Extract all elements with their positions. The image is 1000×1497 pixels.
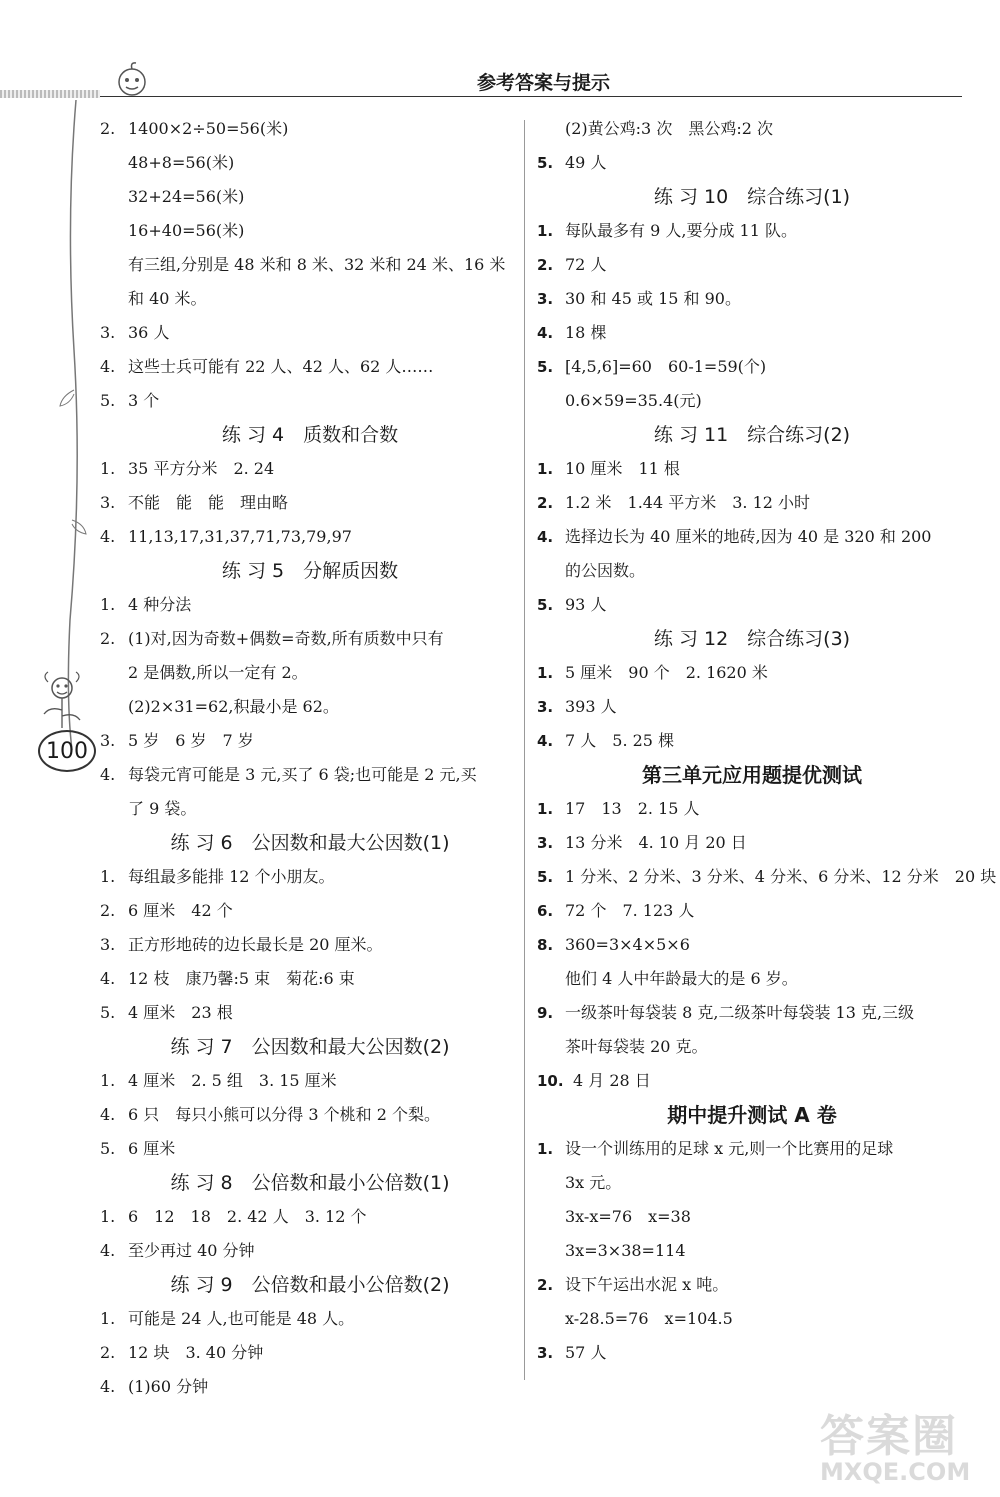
answer-text: [4,5,6]=60 60-1=59(个): [565, 357, 767, 376]
item-number: 4.: [100, 1241, 116, 1260]
answer-text: 1400×2÷50=56(米): [128, 119, 289, 138]
answer-item: [537, 350, 967, 384]
answer-item: [100, 1132, 520, 1166]
answer-text: 1.2 米 1.44 平方米 3. 12 小时: [565, 493, 811, 512]
answer-text: 有三组,分别是 48 米和 8 米、32 米和 24 米、16 米: [128, 255, 506, 274]
answer-text: 32+24=56(米): [128, 187, 245, 206]
answer-item: [537, 1268, 967, 1302]
item-number: 1.: [537, 222, 554, 240]
answer-text: (2)黄公鸡:3 次 黑公鸡:2 次: [565, 119, 773, 138]
answer-item: [100, 486, 520, 520]
answer-text: 可能是 24 人,也可能是 48 人。: [128, 1309, 355, 1328]
answer-text: 的公因数。: [565, 561, 646, 580]
answer-item: [537, 690, 967, 724]
answer-text: 3x=3×38=114: [565, 1241, 686, 1260]
answer-text: 每袋元宵可能是 3 元,买了 6 袋;也可能是 2 元,买: [128, 765, 477, 784]
watermark-logo: 答案圈: [820, 1411, 958, 1462]
answer-item: [537, 248, 967, 282]
item-number: 2.: [537, 256, 554, 274]
answer-item: [537, 894, 967, 928]
item-number: 2.: [100, 1343, 116, 1362]
answer-text: 13 分米 4. 10 月 20 日: [565, 833, 747, 852]
answer-text: (1)对,因为奇数+偶数=奇数,所有质数中只有: [128, 629, 444, 648]
section-heading: 练 习 6 公因数和最大公因数(1): [170, 832, 450, 854]
answer-continuation: [537, 1234, 967, 1268]
answer-text: 18 棵: [565, 323, 607, 342]
answer-item: [537, 1336, 967, 1370]
item-number: 1.: [100, 595, 116, 614]
answer-item: [100, 112, 520, 146]
answer-text: 12 块 3. 40 分钟: [128, 1343, 264, 1362]
answer-text: 49 人: [565, 153, 607, 172]
item-number: 3.: [100, 731, 116, 750]
answer-text: 设一个训练用的足球 x 元,则一个比赛用的足球: [565, 1139, 894, 1158]
section-heading: 第三单元应用题提优测试: [642, 763, 862, 787]
answer-text: 不能 能 能 理由略: [128, 493, 289, 512]
answer-continuation: [100, 282, 520, 316]
item-number: 1.: [537, 800, 554, 818]
answer-continuation: [537, 1200, 967, 1234]
answer-item: [100, 588, 520, 622]
answer-item: [537, 1064, 967, 1098]
answer-item: [100, 1234, 520, 1268]
answer-item: [100, 724, 520, 758]
page-header: [0, 60, 1000, 105]
answer-text: 至少再过 40 分钟: [128, 1241, 255, 1260]
item-number: 3.: [537, 698, 554, 716]
answer-item: [100, 928, 520, 962]
answer-text: 5 岁 6 岁 7 岁: [128, 731, 254, 750]
answer-text: 6 厘米 42 个: [128, 901, 233, 920]
answer-item: [537, 826, 967, 860]
answer-text: 5 厘米 90 个 2. 1620 米: [565, 663, 768, 682]
item-number: 5.: [537, 154, 554, 172]
answer-item: [100, 860, 520, 894]
answer-item: [100, 1302, 520, 1336]
answer-text: 16+40=56(米): [128, 221, 245, 240]
answer-text: 每队最多有 9 人,要分成 11 队。: [565, 221, 797, 240]
section-heading: 练 习 9 公倍数和最小公倍数(2): [170, 1274, 450, 1296]
answer-item: [537, 656, 967, 690]
answer-continuation: [537, 112, 967, 146]
item-number: 5.: [100, 391, 116, 410]
answer-text: 0.6×59=35.4(元): [565, 391, 702, 410]
answer-text: 选择边长为 40 厘米的地砖,因为 40 是 320 和 200: [565, 527, 932, 546]
item-number: 5.: [537, 868, 554, 886]
item-number: 3.: [537, 290, 554, 308]
answer-item: [537, 928, 967, 962]
header-decoration: [0, 90, 100, 98]
item-number: 4.: [537, 528, 554, 546]
answer-item: [537, 316, 967, 350]
watermark-url: MXQE.COM: [820, 1458, 971, 1486]
item-number: 4.: [537, 324, 554, 342]
answer-item: [100, 520, 520, 554]
vine-decoration-icon: [58, 100, 88, 750]
answer-text: 35 平方分米 2. 24: [128, 459, 275, 478]
answer-item: [537, 792, 967, 826]
answer-text: 17 13 2. 15 人: [565, 799, 700, 818]
answer-text: 393 人: [565, 697, 617, 716]
answer-text: 4 月 28 日: [573, 1071, 651, 1090]
item-number: 4.: [100, 1377, 116, 1396]
watermark: [820, 1400, 990, 1495]
answer-item: [100, 1064, 520, 1098]
answer-text: 3 个: [128, 391, 160, 410]
item-number: 4.: [100, 527, 116, 546]
answer-item: [100, 894, 520, 928]
item-number: 5.: [537, 596, 554, 614]
answer-item: [100, 316, 520, 350]
item-number: 1.: [100, 1309, 116, 1328]
answer-text: 一级茶叶每袋装 8 克,二级茶叶每袋装 13 克,三级: [565, 1003, 915, 1022]
answer-text: 36 人: [128, 323, 170, 342]
item-number: 2.: [100, 901, 116, 920]
item-number: 1.: [100, 1071, 116, 1090]
answer-item: [537, 146, 967, 180]
answer-item: [537, 588, 967, 622]
answer-text: 11,13,17,31,37,71,73,79,97: [128, 527, 352, 546]
answer-item: [100, 996, 520, 1030]
answer-text: (2)2×31=62,积最小是 62。: [128, 697, 339, 716]
answer-item: [100, 1336, 520, 1370]
answer-item: [537, 724, 967, 758]
item-number: 1.: [100, 459, 116, 478]
item-number: 1.: [100, 1207, 116, 1226]
item-number: 3.: [100, 323, 116, 342]
answer-item: [100, 758, 520, 792]
item-number: 1.: [537, 1140, 554, 1158]
answer-item: [100, 384, 520, 418]
answer-continuation: [100, 656, 520, 690]
answer-item: [100, 622, 520, 656]
item-number: 5.: [537, 358, 554, 376]
answer-item: [537, 520, 967, 554]
item-number: 3.: [537, 1344, 554, 1362]
answer-continuation: [537, 1166, 967, 1200]
section-heading: 练 习 5 分解质因数: [221, 560, 399, 582]
answer-item: [537, 486, 967, 520]
answer-text: 6 只 每只小熊可以分得 3 个桃和 2 个梨。: [128, 1105, 440, 1124]
answer-text: 12 枝 康乃馨:5 束 菊花:6 束: [128, 969, 355, 988]
item-number: 4.: [100, 357, 116, 376]
item-number: 2.: [537, 494, 554, 512]
answer-continuation: [537, 384, 967, 418]
answer-text: 72 人: [565, 255, 607, 274]
section-heading: 练 习 4 质数和合数: [221, 424, 399, 446]
item-number: 5.: [100, 1139, 116, 1158]
item-number: 4.: [537, 732, 554, 750]
answer-text: 6 厘米: [128, 1139, 176, 1158]
answer-text: 7 人 5. 25 棵: [565, 731, 675, 750]
answer-text: 3x 元。: [565, 1173, 622, 1192]
answer-text: 360=3×4×5×6: [565, 935, 690, 954]
item-number: 4.: [100, 1105, 116, 1124]
answer-item: [100, 1098, 520, 1132]
answer-text: 6 12 18 2. 42 人 3. 12 个: [128, 1207, 367, 1226]
answer-text: 正方形地砖的边长最长是 20 厘米。: [128, 935, 383, 954]
item-number: 4.: [100, 765, 116, 784]
page-title: 参考答案与提示: [476, 72, 610, 94]
answer-text: 和 40 米。: [128, 289, 207, 308]
item-number: 2.: [537, 1276, 554, 1294]
answer-item: [537, 860, 997, 894]
section-heading: 期中提升测试 A 卷: [667, 1103, 837, 1127]
answer-text: 他们 4 人中年龄最大的是 6 岁。: [565, 969, 798, 988]
answer-item: [100, 1200, 520, 1234]
item-number: 2.: [100, 629, 116, 648]
mascot-icon: [112, 60, 152, 100]
item-number: 4.: [100, 969, 116, 988]
item-number: 1.: [537, 460, 554, 478]
item-number: 9.: [537, 1004, 554, 1022]
answer-item: [537, 996, 967, 1030]
answer-item: [100, 1370, 520, 1404]
answer-continuation: [100, 690, 520, 724]
answer-text: 57 人: [565, 1343, 607, 1362]
answer-item: [100, 962, 520, 996]
answer-continuation: [100, 146, 520, 180]
answer-text: 这些士兵可能有 22 人、42 人、62 人……: [128, 357, 434, 376]
section-heading: 练 习 12 综合练习(3): [653, 628, 851, 650]
item-number: 8.: [537, 936, 554, 954]
answer-item: [537, 214, 967, 248]
item-number: 3.: [100, 935, 116, 954]
answer-text: 了 9 袋。: [128, 799, 197, 818]
section-heading: 练 习 8 公倍数和最小公倍数(1): [170, 1172, 450, 1194]
answer-continuation: [100, 792, 520, 826]
item-number: 2.: [100, 119, 116, 138]
answer-text: 10 厘米 11 根: [565, 459, 680, 478]
answer-item: [537, 1132, 967, 1166]
section-heading: 练 习 10 综合练习(1): [653, 186, 851, 208]
answer-text: 每组最多能排 12 个小朋友。: [128, 867, 335, 886]
answer-continuation: [537, 1302, 967, 1336]
answer-item: [100, 350, 520, 384]
section-heading: 练 习 7 公因数和最大公因数(2): [170, 1036, 450, 1058]
item-number: 6.: [537, 902, 554, 920]
answer-item: [100, 452, 520, 486]
answer-item: [537, 282, 967, 316]
answer-text: 48+8=56(米): [128, 153, 235, 172]
answer-text: 茶叶每袋装 20 克。: [565, 1037, 708, 1056]
answer-continuation: [100, 248, 520, 282]
answer-continuation: [537, 962, 967, 996]
answer-continuation: [100, 180, 520, 214]
answer-item: [537, 452, 967, 486]
answer-text: x-28.5=76 x=104.5: [565, 1309, 733, 1328]
answer-text: 93 人: [565, 595, 607, 614]
answer-continuation: [537, 554, 967, 588]
answer-continuation: [100, 214, 520, 248]
answer-text: 2 是偶数,所以一定有 2。: [128, 663, 308, 682]
answer-column-right: [537, 112, 997, 1370]
answer-text: 1 分米、2 分米、3 分米、4 分米、6 分米、12 分米 20 块: [565, 867, 997, 886]
answer-column-left: [100, 112, 520, 1404]
item-number: 5.: [100, 1003, 116, 1022]
page-number: 100: [38, 730, 96, 772]
answer-text: 3x-x=76 x=38: [565, 1207, 691, 1226]
section-heading: 练 习 11 综合练习(2): [653, 424, 851, 446]
item-number: 3.: [100, 493, 116, 512]
item-number: 1.: [537, 664, 554, 682]
item-number: 1.: [100, 867, 116, 886]
answer-text: 72 个 7. 123 人: [565, 901, 695, 920]
answer-text: 设下午运出水泥 x 吨。: [565, 1275, 729, 1294]
answer-text: 30 和 45 或 15 和 90。: [565, 289, 741, 308]
column-divider: [524, 120, 525, 1380]
item-number: 3.: [537, 834, 554, 852]
answer-continuation: [537, 1030, 967, 1064]
answer-text: (1)60 分钟: [128, 1377, 209, 1396]
answer-text: 4 厘米 23 根: [128, 1003, 233, 1022]
flower-mascot-icon: [38, 670, 86, 730]
item-number: 10.: [537, 1072, 564, 1090]
header-rule: [100, 96, 962, 97]
answer-text: 4 厘米 2. 5 组 3. 15 厘米: [128, 1071, 337, 1090]
answer-text: 4 种分法: [128, 595, 192, 614]
